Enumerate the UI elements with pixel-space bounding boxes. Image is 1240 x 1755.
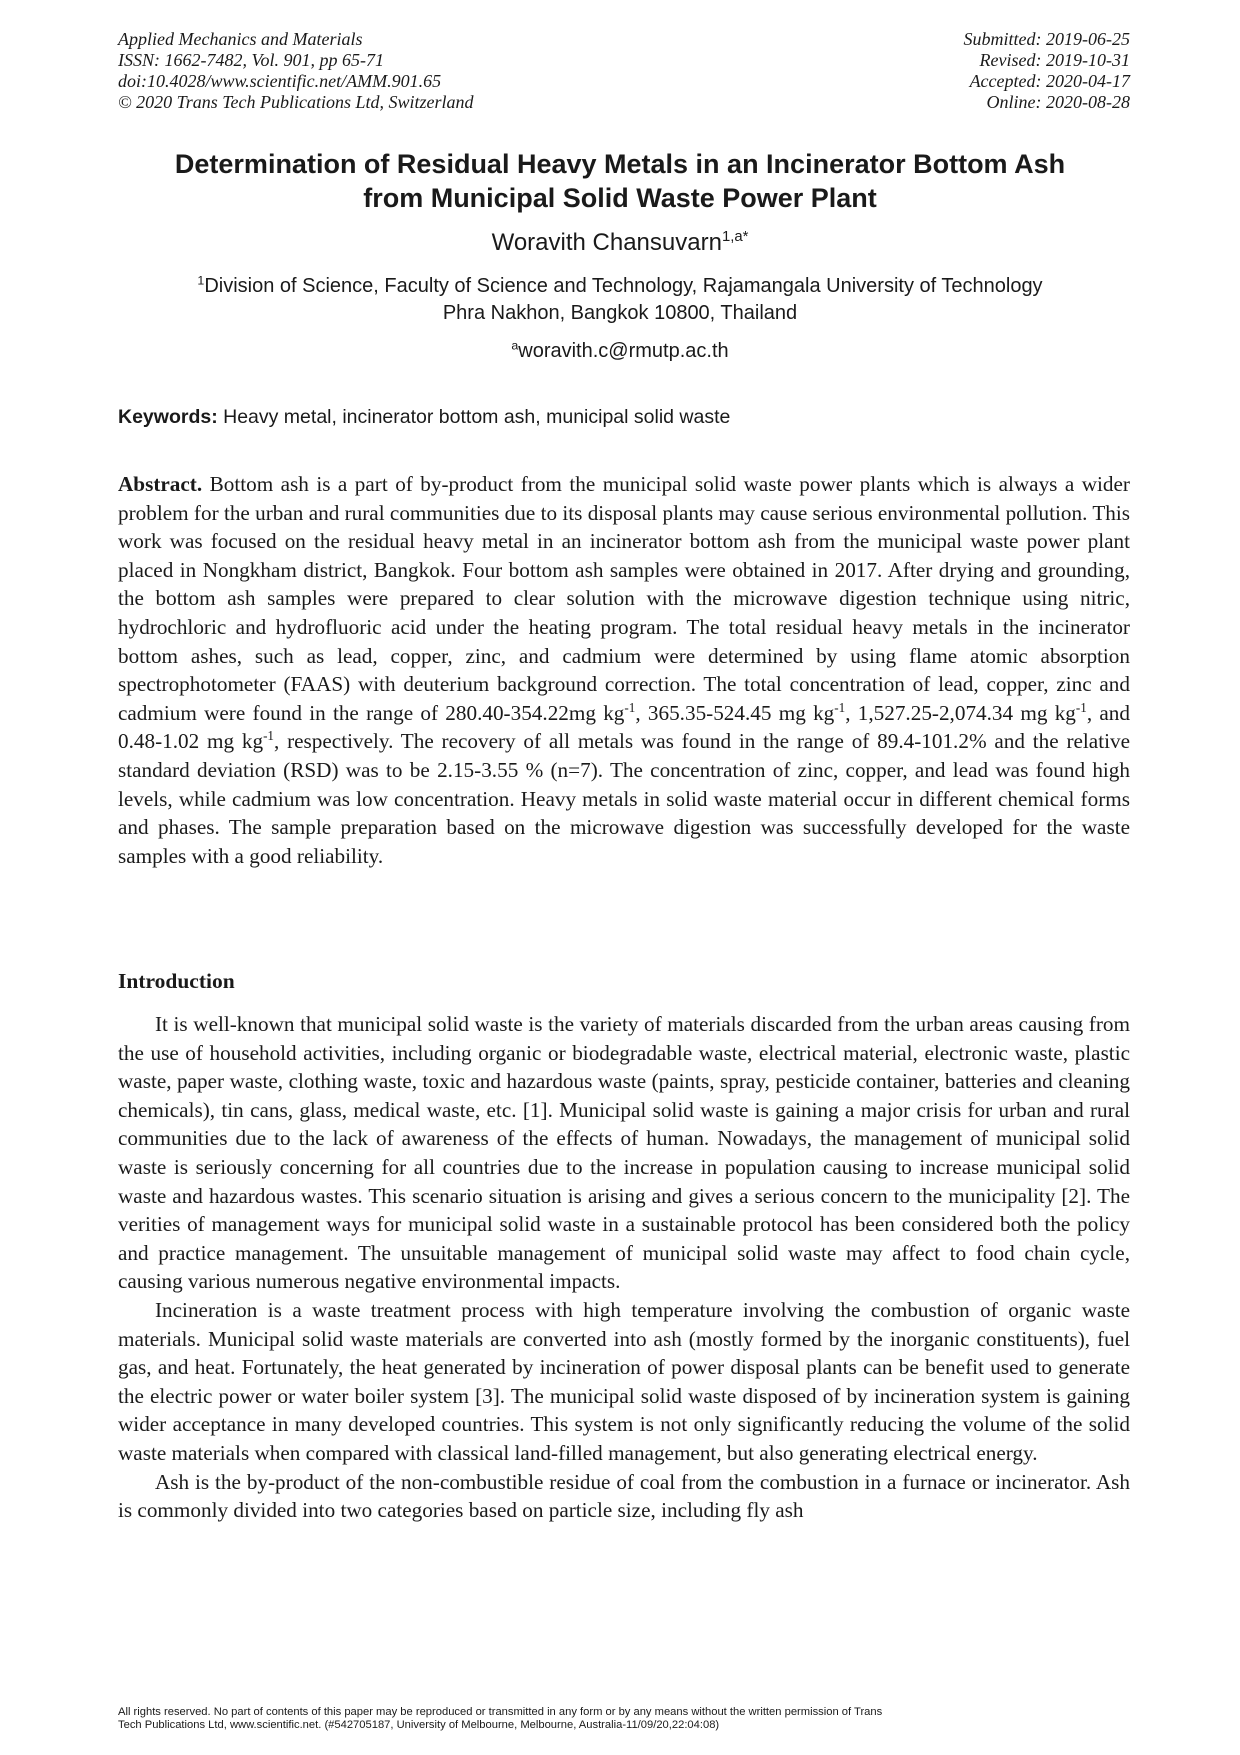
affiliation [100,273,1140,327]
affiliation-superscript: 1 [197,273,205,288]
affiliation-line-2: Phra Nakhon, Bangkok 10800, Thailand [442,302,798,324]
journal-copyright: © 2020 Trans Tech Publications Ltd, Switzerland [118,92,474,112]
publication-dates [964,29,1130,113]
abstract-text-4: , and 0.48-1.02 mg kg [118,700,1130,754]
title-line-2: from Municipal Solid Waste Power Plant [363,183,877,213]
unit-superscript: -1 [1075,699,1087,715]
date-submitted: Submitted: 2019-06-25 [963,29,1130,49]
abstract [118,470,1130,870]
paragraph: Incineration is a waste treatment process with high temperature involving the combustion of organic waste materials. Municipal solid waste materials are converted into ash (mostly formed by the inorganic constituents), fuel gas, and heat. Fortunately, the heat generated by incineration of power disposal plants can be benefit used to generate the electric power or water boiler system [3]. The municipal solid waste disposed of by incineration system is gaining wider acceptance in many developed countries. This system is not only significantly reducing the volume of the solid waste materials when compared with classical land-filled management, but also generating electrical energy. [118,1297,1130,1465]
unit-superscript: -1 [263,728,274,744]
unit-superscript: -1 [834,699,846,715]
author [100,228,1140,258]
paper-title [100,147,1140,215]
journal-issn: ISSN: 1662-7482, Vol. 901, pp 65-71 [118,50,384,70]
introduction-body [118,1010,1130,1525]
abstract-text-5: , respectively. The recovery of all metals was found in the range of 89.4-101.2% and the relative standard deviation (RSD) was to be 2.15-3.55 % (n=7). The concentration of zinc, copper, and lead was found high levels, while cadmium was low concentration. Heavy metals in solid waste material occur in different chemical forms and phases. The sample preparation based on the microwave digestion was successfully developed for the waste samples with a good reliability. [118,729,1130,868]
date-accepted: Accepted: 2020-04-17 [969,71,1130,91]
date-revised: Revised: 2019-10-31 [979,50,1130,70]
affiliation-line-1: Division of Science, Faculty of Science and Technology, Rajamangala University of Technology [204,275,1043,297]
abstract-text-1: Bottom ash is a part of by-product from the municipal solid waste power plants which is always a wider problem for the urban and rural communities due to its disposal plants may cause serious environmental pollution. This work was focused on the residual heavy metal in an incinerator bottom ash from the municipal waste power plant placed in Nongkham district, Bangkok. Four bottom ash samples were obtained in 2017. After drying and grounding, the bottom ash samples were prepared to clear solution with the microwave digestion technique using nitric, hydrochloric and hydrofluoric acid under the heating program. The total residual heavy metals in the incinerator bottom ashes, such as lead, copper, zinc, and cadmium were determined by using flame atomic absorption spectrophotometer (FAAS) with deuterium background correction. The total concentration of lead, copper, zinc and cadmium were found in the range of 280.40-354.22mg kg [118,472,1130,725]
section-heading-introduction: Introduction [118,969,235,993]
footer-line-2: Tech Publications Ltd, www.scientific.net. (#542705187, University of Melbourne, Melbourne, Australia-11/09/20,22:04:08) [118,1719,720,1731]
abstract-label: Abstract. [118,472,203,496]
copyright-footer [118,1706,1130,1732]
footer-line-1: All rights reserved. No part of contents of this paper may be reproduced or transmitted in any form or by any means without the written permission of Trans [118,1706,883,1718]
email-superscript: a [511,338,519,353]
paragraph: It is well-known that municipal solid waste is the variety of materials discarded from the urban areas causing from the use of household activities, including organic or biodegradable waste, electrical material, electronic waste, plastic waste, paper waste, clothing waste, toxic and hazardous waste (paints, spray, pesticide container, batteries and cleaning chemicals), tin cans, glass, medical waste, etc. [1]. Municipal solid waste is gaining a major crisis for urban and rural communities due to the lack of awareness of the effects of human. Nowadays, the management of municipal solid waste is seriously concerning for all countries due to the increase in population causing to increase municipal solid waste and hazardous wastes. This scenario situation is arising and gives a serious concern to the municipality [2]. The verities of management ways for municipal solid waste in a sustainable protocol has been considered both the policy and practice management. The unsuitable management of municipal solid waste may affect to food chain cycle, causing various numerous negative environmental impacts. [118,1012,1130,1294]
keywords-text: Heavy metal, incinerator bottom ash, municipal solid waste [217,406,731,428]
author-superscript: 1,a* [721,229,749,245]
title-line-1: Determination of Residual Heavy Metals in an Incinerator Bottom Ash [174,149,1066,179]
abstract-text-3: , 1,527.25-2,074.34 mg kg [845,700,1076,725]
journal-info [118,29,474,113]
email-address: woravith.c@rmutp.ac.th [518,340,729,362]
journal-doi: doi:10.4028/www.scientific.net/AMM.901.65 [118,71,442,91]
paragraph: Ash is the by-product of the non-combustible residue of coal from the combustion in a furnace or incinerator. Ash is commonly divided into two categories based on particle size, including fly ash [118,1469,1130,1523]
author-email [100,338,1140,364]
author-name: Woravith Chansuvarn [491,229,722,256]
keywords [118,404,1130,430]
abstract-text-2: , 365.35-524.45 mg kg [635,700,835,725]
journal-name: Applied Mechanics and Materials [118,29,363,49]
unit-superscript: -1 [624,699,636,715]
date-online: Online: 2020-08-28 [986,92,1130,112]
keywords-label: Keywords: [118,406,218,428]
